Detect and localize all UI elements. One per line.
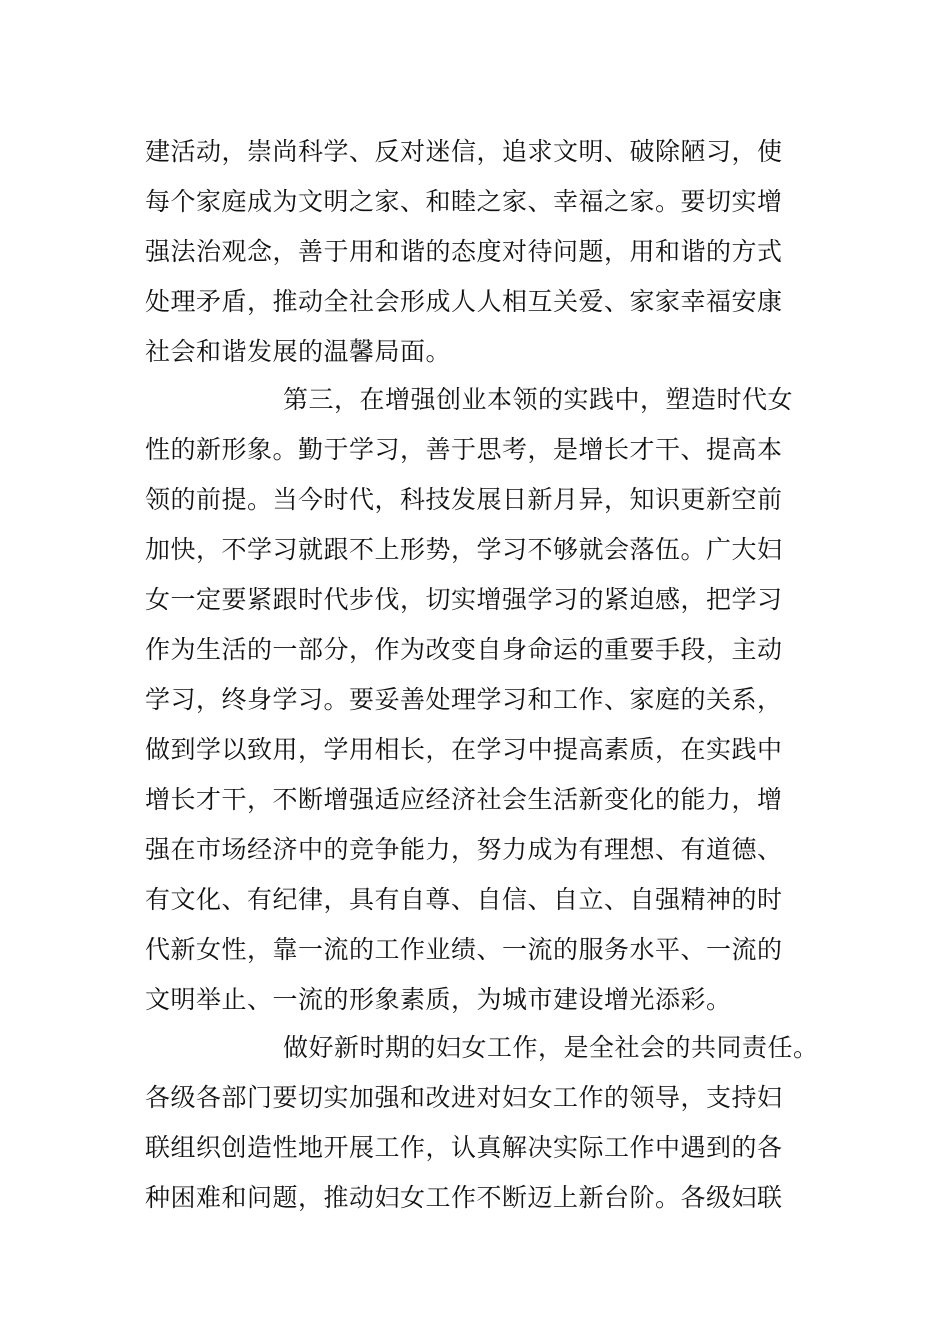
text-line: 强在市场经济中的竞争能力，努力成为有理想、有道德、 xyxy=(145,835,783,864)
paragraph-start-line: 做好新时期的妇女工作，是全社会的共同责任。 xyxy=(283,1033,819,1062)
text-line: 领的前提。当今时代，科技发展日新月异，知识更新空前 xyxy=(145,485,783,514)
paragraph-start-line: 第三，在增强创业本领的实践中，塑造时代女 xyxy=(283,385,794,414)
text-line: 强法治观念，善于用和谐的态度对待问题，用和谐的方式 xyxy=(145,237,783,266)
text-line: 建活动，崇尚科学、反对迷信，追求文明、破除陋习，使 xyxy=(145,137,783,166)
text-line: 性的新形象。勤于学习，善于思考，是增长才干、提高本 xyxy=(145,435,783,464)
text-line: 增长才干，不断增强适应经济社会生活新变化的能力，增 xyxy=(145,785,783,814)
text-line: 作为生活的一部分，作为改变自身命运的重要手段，主动 xyxy=(145,635,783,664)
text-line: 联组织创造性地开展工作，认真解决实际工作中遇到的各 xyxy=(145,1133,783,1162)
text-line: 种困难和问题，推动妇女工作不断迈上新台阶。各级妇联 xyxy=(145,1183,783,1212)
text-line: 社会和谐发展的温馨局面。 xyxy=(145,337,452,366)
text-line: 有文化、有纪律，具有自尊、自信、自立、自强精神的时 xyxy=(145,885,783,914)
text-line: 各级各部门要切实加强和改进对妇女工作的领导，支持妇 xyxy=(145,1083,783,1112)
text-line: 加快，不学习就跟不上形势，学习不够就会落伍。广大妇 xyxy=(145,535,783,564)
text-line: 每个家庭成为文明之家、和睦之家、幸福之家。要切实增 xyxy=(145,187,783,216)
text-line: 做到学以致用，学用相长，在学习中提高素质，在实践中 xyxy=(145,735,783,764)
text-line: 代新女性，靠一流的工作业绩、一流的服务水平、一流的 xyxy=(145,935,783,964)
text-line: 处理矛盾，推动全社会形成人人相互关爱、家家幸福安康 xyxy=(145,287,783,316)
text-line: 文明举止、一流的形象素质，为城市建设增光添彩。 xyxy=(145,985,732,1014)
text-line: 女一定要紧跟时代步伐，切实增强学习的紧迫感，把学习 xyxy=(145,585,783,614)
text-line: 学习，终身学习。要妥善处理学习和工作、家庭的关系， xyxy=(145,685,783,714)
